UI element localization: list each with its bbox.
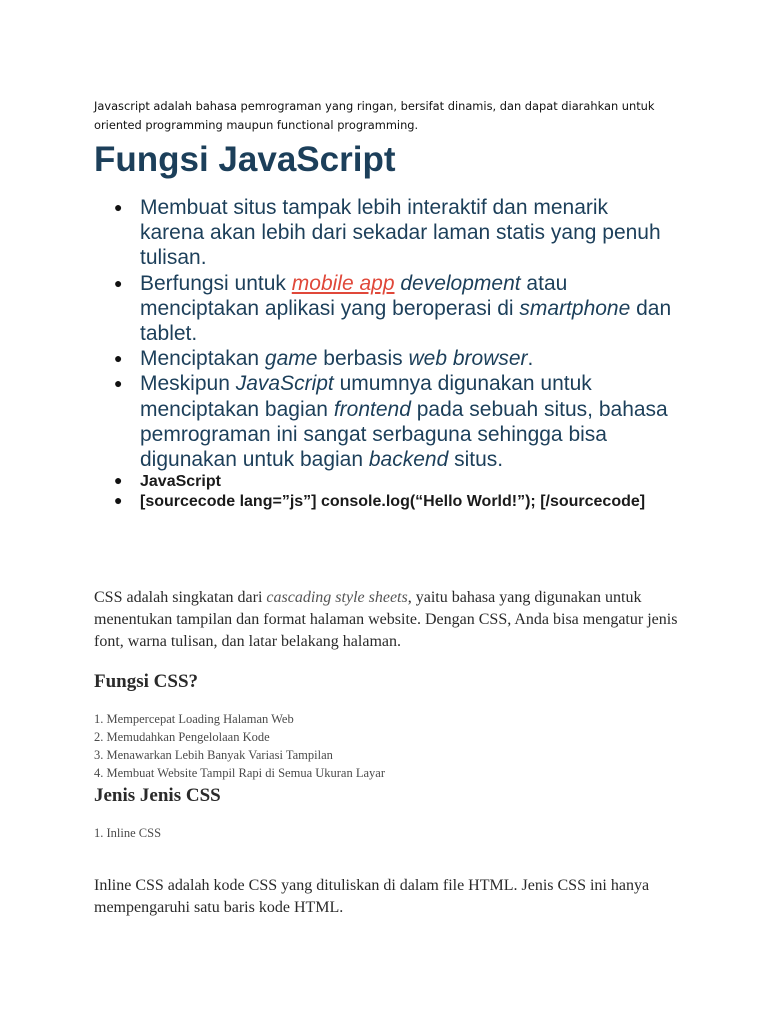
list-item: 1. Inline CSS (94, 826, 162, 840)
css-intro-paragraph: CSS adalah singkatan dari cascading style sheets, yaitu bahasa yang digunakan untuk menentukan tampilan dan format halaman website. Dengan CSS, Anda bisa mengatur jenis font, warna tulisan, dan latar belakang halaman. (94, 589, 678, 650)
inline-css-paragraph: Inline CSS adalah kode CSS yang dituliskan di dalam file HTML. Jenis CSS ini hanya mempengaruhi satu baris kode HTML. (94, 877, 650, 916)
list-item: ● Membuat situs tampak lebih interaktif dan menarik karena akan lebih dari sekadar laman statis yang penuh tulisan. (114, 196, 661, 270)
javascript-function-list (114, 195, 674, 512)
list-item: 2. Memudahkan Pengelolaan Kode (94, 730, 270, 744)
intro-paragraph: Javascript adalah bahasa pemrograman yang ringan, bersifat dinamis, dan dapat diarahkan untuk oriented programming maupun functional programming. (94, 99, 655, 133)
list-item: ● Meskipun JavaScript umumnya digunakan untuk menciptakan bagian frontend pada sebuah situs, bahasa pemrograman ini sangat serbaguna sehingga bisa digunakan untuk bagian backend situs. (114, 372, 668, 472)
mobile-app-link[interactable]: mobile app (291, 271, 395, 295)
list-item: ● [sourcecode lang=”js”] console.log(“Hello World!”); [/sourcecode] (114, 492, 646, 511)
list-item: ● JavaScript (114, 472, 221, 491)
bullet-icon: ● (114, 375, 123, 392)
heading-jenis-css: Jenis Jenis CSS (94, 785, 221, 806)
fungsi-css-list (94, 710, 385, 782)
bullet-icon: ● (114, 350, 123, 367)
bullet-icon: ● (114, 199, 123, 215)
heading-fungsi-css: Fungsi CSS? (94, 671, 199, 692)
list-item: ● Menciptakan game berbasis web browser. (114, 347, 534, 371)
jenis-css-list (94, 824, 161, 842)
list-item: 3. Menawarkan Lebih Banyak Variasi Tampilan (94, 748, 333, 762)
list-item: 1. Mempercepat Loading Halaman Web (94, 712, 294, 726)
list-item: 4. Membuat Website Tampil Rapi di Semua Ukuran Layar (94, 766, 385, 780)
bullet-icon: ● (114, 472, 123, 489)
bullet-icon: ● (114, 274, 123, 291)
bullet-icon: ● (114, 492, 123, 509)
list-item: ● Berfungsi untuk mobile app development atau menciptakan aplikasi yang beroperasi di smartphone dan tablet. (114, 271, 672, 346)
heading-fungsi-javascript: Fungsi JavaScript (94, 140, 396, 179)
